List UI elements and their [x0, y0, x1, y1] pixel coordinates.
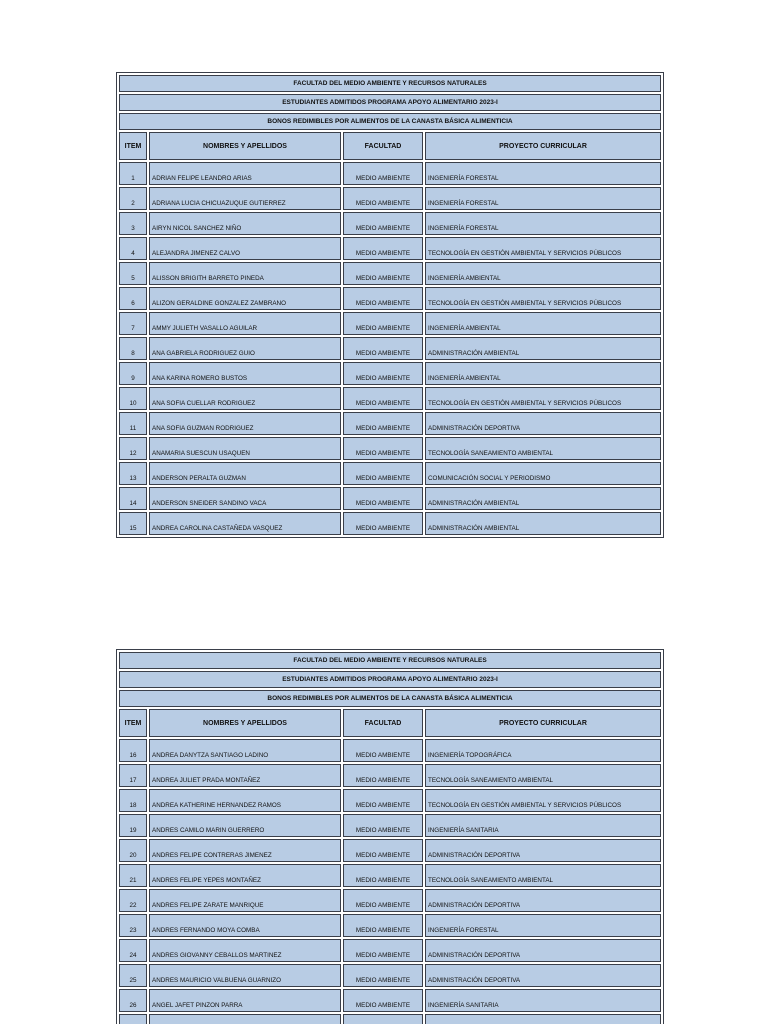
item-cell: 5	[119, 262, 147, 285]
item-cell: 14	[119, 487, 147, 510]
project-cell: INGENIERÍA FORESTAL	[425, 212, 661, 235]
faculty-title: FACULTAD DEL MEDIO AMBIENTE Y RECURSOS NATURALES	[119, 75, 661, 92]
faculty-cell: MEDIO AMBIENTE	[343, 362, 423, 385]
faculty-cell: MEDIO AMBIENTE	[343, 739, 423, 762]
item-cell: 20	[119, 839, 147, 862]
program-title: ESTUDIANTES ADMITIDOS PROGRAMA APOYO ALIMENTARIO 2023-I	[119, 94, 661, 111]
name-cell: ANDRES FERNANDO MOYA COMBA	[149, 914, 341, 937]
faculty-title: FACULTAD DEL MEDIO AMBIENTE Y RECURSOS NATURALES	[119, 652, 661, 669]
name-cell: ANDRES FELIPE YEPES MONTAÑEZ	[149, 864, 341, 887]
table-row	[119, 262, 661, 285]
faculty-cell: MEDIO AMBIENTE	[343, 262, 423, 285]
faculty-cell: MEDIO AMBIENTE	[343, 337, 423, 360]
project-cell: ADMINISTRACIÓN DEPORTIVA	[425, 839, 661, 862]
faculty-cell: MEDIO AMBIENTE	[343, 839, 423, 862]
project-cell: INGENIERÍA AMBIENTAL	[425, 312, 661, 335]
project-cell: INGENIERÍA FORESTAL	[425, 914, 661, 937]
faculty-cell: MEDIO AMBIENTE	[343, 437, 423, 460]
table-row	[119, 964, 661, 987]
project-cell: ADMINISTRACIÓN AMBIENTAL	[425, 487, 661, 510]
table-row	[119, 512, 661, 535]
column-header-item: ITEM	[119, 709, 147, 737]
name-cell: ANDERSON PERALTA GUZMAN	[149, 462, 341, 485]
table-row	[119, 914, 661, 937]
item-cell: 23	[119, 914, 147, 937]
name-cell: ADRIANA LUCIA CHICUAZUQUE GUTIERREZ	[149, 187, 341, 210]
table-row	[119, 287, 661, 310]
project-cell: COMUNICACIÓN SOCIAL Y PERIODISMO	[425, 462, 661, 485]
table-row	[119, 387, 661, 410]
table-2-body	[119, 739, 661, 1012]
column-header-name: NOMBRES Y APELLIDOS	[149, 709, 341, 737]
faculty-cell: MEDIO AMBIENTE	[343, 212, 423, 235]
faculty-cell: MEDIO AMBIENTE	[343, 162, 423, 185]
table-row	[119, 839, 661, 862]
faculty-cell: MEDIO AMBIENTE	[343, 187, 423, 210]
table-row	[119, 412, 661, 435]
item-cell: 18	[119, 789, 147, 812]
item-cell: 22	[119, 889, 147, 912]
faculty-cell: MEDIO AMBIENTE	[343, 237, 423, 260]
faculty-cell: MEDIO AMBIENTE	[343, 989, 423, 1012]
project-cell: TECNOLOGÍA SANEAMIENTO AMBIENTAL	[425, 864, 661, 887]
name-cell: ANDREA CAROLINA CASTAÑEDA VASQUEZ	[149, 512, 341, 535]
name-cell: ANDREA JULIET PRADA MONTAÑEZ	[149, 764, 341, 787]
table-row	[119, 362, 661, 385]
name-cell: ANDERSON SNEIDER SANDINO VACA	[149, 487, 341, 510]
faculty-cell: MEDIO AMBIENTE	[343, 814, 423, 837]
faculty-cell: MEDIO AMBIENTE	[343, 864, 423, 887]
item-cell: 17	[119, 764, 147, 787]
column-header-name: NOMBRES Y APELLIDOS	[149, 132, 341, 160]
faculty-cell: MEDIO AMBIENTE	[343, 412, 423, 435]
project-cell: INGENIERÍA FORESTAL	[425, 162, 661, 185]
item-cell: 21	[119, 864, 147, 887]
project-cell: TECNOLOGÍA EN GESTIÓN AMBIENTAL Y SERVICIOS PÚBLICOS	[425, 789, 661, 812]
faculty-cell: MEDIO AMBIENTE	[343, 512, 423, 535]
table-row	[119, 337, 661, 360]
table-row	[119, 437, 661, 460]
faculty-cell: MEDIO AMBIENTE	[343, 764, 423, 787]
table-1-body	[119, 162, 661, 535]
bonus-title: BONOS REDIMIBLES POR ALIMENTOS DE LA CANASTA BÁSICA ALIMENTICIA	[119, 690, 661, 707]
name-cell: ANA GABRIELA RODRIGUEZ GUIO	[149, 337, 341, 360]
column-header-faculty: FACULTAD	[343, 709, 423, 737]
table-row	[119, 212, 661, 235]
project-cell: TECNOLOGÍA EN GESTIÓN AMBIENTAL Y SERVICIOS PÚBLICOS	[425, 237, 661, 260]
table-row	[119, 814, 661, 837]
table-row	[119, 187, 661, 210]
name-cell: ANDREA DANYTZA SANTIAGO LADINO	[149, 739, 341, 762]
name-cell: ANA KARINA ROMERO BUSTOS	[149, 362, 341, 385]
project-cell: ADMINISTRACIÓN DEPORTIVA	[425, 412, 661, 435]
project-cell: ADMINISTRACIÓN DEPORTIVA	[425, 889, 661, 912]
admitted-students-table-2	[116, 649, 664, 1024]
faculty-cell: MEDIO AMBIENTE	[343, 964, 423, 987]
item-cell: 4	[119, 237, 147, 260]
name-cell: ADRIAN FELIPE LEANDRO ARIAS	[149, 162, 341, 185]
name-cell: ANDRES FELIPE CONTRERAS JIMENEZ	[149, 839, 341, 862]
project-cell: INGENIERÍA TOPOGRÁFICA	[425, 739, 661, 762]
name-cell: ANGEL JAFET PINZON PARRA	[149, 989, 341, 1012]
project-cell: INGENIERÍA SANITARIA	[425, 814, 661, 837]
column-header-project: PROYECTO CURRICULAR	[425, 709, 661, 737]
item-cell: 26	[119, 989, 147, 1012]
item-cell: 13	[119, 462, 147, 485]
project-cell: INGENIERÍA FORESTAL	[425, 187, 661, 210]
project-cell: TECNOLOGÍA SANEAMIENTO AMBIENTAL	[425, 764, 661, 787]
item-cell: 10	[119, 387, 147, 410]
table-row	[119, 739, 661, 762]
column-header-faculty: FACULTAD	[343, 132, 423, 160]
item-cell: 24	[119, 939, 147, 962]
admitted-students-table-1	[116, 72, 664, 538]
column-header-item: ITEM	[119, 132, 147, 160]
faculty-cell: MEDIO AMBIENTE	[343, 312, 423, 335]
project-cell: INGENIERÍA AMBIENTAL	[425, 262, 661, 285]
name-cell: AIRYN NICOL SANCHEZ NIÑO	[149, 212, 341, 235]
item-cell: 12	[119, 437, 147, 460]
table-row	[119, 162, 661, 185]
name-cell: ALISSON BRIGITH BARRETO PINEDA	[149, 262, 341, 285]
faculty-cell: MEDIO AMBIENTE	[343, 487, 423, 510]
project-cell: INGENIERÍA SANITARIA	[425, 989, 661, 1012]
name-cell: ANAMARIA SUESCUN USAQUEN	[149, 437, 341, 460]
table-row	[119, 764, 661, 787]
name-cell: ALIZON GERALDINE GONZALEZ ZAMBRANO	[149, 287, 341, 310]
project-cell: ADMINISTRACIÓN AMBIENTAL	[425, 337, 661, 360]
column-header-project: PROYECTO CURRICULAR	[425, 132, 661, 160]
item-cell: 3	[119, 212, 147, 235]
table-row	[119, 312, 661, 335]
table-row-cut-off	[119, 1014, 661, 1024]
name-cell: ALEJANDRA JIMENEZ CALVO	[149, 237, 341, 260]
faculty-cell: MEDIO AMBIENTE	[343, 939, 423, 962]
name-cell: ANDRES MAURICIO VALBUENA GUARNIZO	[149, 964, 341, 987]
table-row	[119, 864, 661, 887]
name-cell: ANDRES FELIPE ZARATE MANRIQUE	[149, 889, 341, 912]
table-row	[119, 889, 661, 912]
item-cell: 6	[119, 287, 147, 310]
name-cell: ANA SOFIA GUZMAN RODRIGUEZ	[149, 412, 341, 435]
project-cell: ADMINISTRACIÓN AMBIENTAL	[425, 512, 661, 535]
name-cell: ANDRES CAMILO MARIN GUERRERO	[149, 814, 341, 837]
item-cell: 11	[119, 412, 147, 435]
name-cell: ANA SOFIA CUELLAR RODRIGUEZ	[149, 387, 341, 410]
name-cell: ANDREA KATHERINE HERNANDEZ RAMOS	[149, 789, 341, 812]
table-row	[119, 462, 661, 485]
program-title: ESTUDIANTES ADMITIDOS PROGRAMA APOYO ALIMENTARIO 2023-I	[119, 671, 661, 688]
project-cell: INGENIERÍA AMBIENTAL	[425, 362, 661, 385]
project-cell: TECNOLOGÍA EN GESTIÓN AMBIENTAL Y SERVICIOS PÚBLICOS	[425, 287, 661, 310]
faculty-cell: MEDIO AMBIENTE	[343, 789, 423, 812]
item-cell: 8	[119, 337, 147, 360]
name-cell: ANDRES GIOVANNY CEBALLOS MARTINEZ	[149, 939, 341, 962]
project-cell: TECNOLOGÍA SANEAMIENTO AMBIENTAL	[425, 437, 661, 460]
item-cell: 25	[119, 964, 147, 987]
item-cell: 19	[119, 814, 147, 837]
item-cell: 15	[119, 512, 147, 535]
item-cell: 1	[119, 162, 147, 185]
item-cell: 16	[119, 739, 147, 762]
table-row	[119, 487, 661, 510]
table-row	[119, 237, 661, 260]
faculty-cell: MEDIO AMBIENTE	[343, 387, 423, 410]
item-cell: 9	[119, 362, 147, 385]
table-row	[119, 789, 661, 812]
table-row	[119, 989, 661, 1012]
project-cell: ADMINISTRACIÓN DEPORTIVA	[425, 939, 661, 962]
item-cell: 7	[119, 312, 147, 335]
bonus-title: BONOS REDIMIBLES POR ALIMENTOS DE LA CANASTA BÁSICA ALIMENTICIA	[119, 113, 661, 130]
item-cell: 2	[119, 187, 147, 210]
faculty-cell: MEDIO AMBIENTE	[343, 889, 423, 912]
project-cell: TECNOLOGÍA EN GESTIÓN AMBIENTAL Y SERVICIOS PÚBLICOS	[425, 387, 661, 410]
project-cell: ADMINISTRACIÓN DEPORTIVA	[425, 964, 661, 987]
table-row	[119, 939, 661, 962]
faculty-cell: MEDIO AMBIENTE	[343, 287, 423, 310]
faculty-cell: MEDIO AMBIENTE	[343, 462, 423, 485]
faculty-cell: MEDIO AMBIENTE	[343, 914, 423, 937]
name-cell: AMMY JULIETH VASALLO AGUILAR	[149, 312, 341, 335]
